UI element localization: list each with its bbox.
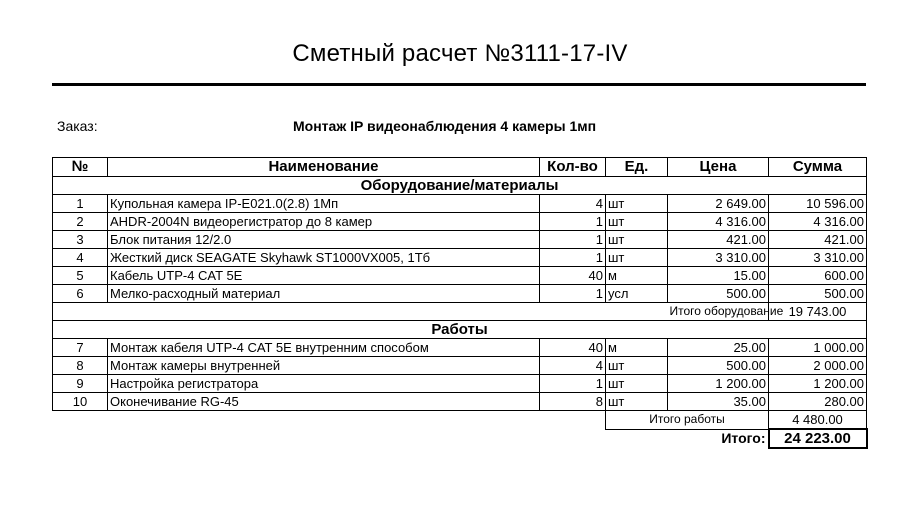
cell-name: Кабель UTP-4 CAT 5E: [108, 267, 540, 285]
cell-name: Мелко-расходный материал: [108, 285, 540, 303]
cell-unit: усл: [606, 285, 668, 303]
cell-unit: шт: [606, 357, 668, 375]
cell-qty: 4: [540, 195, 606, 213]
cell-num: 6: [53, 285, 108, 303]
cell-price: 500.00: [668, 285, 769, 303]
table-row: [53, 213, 867, 231]
cell-qty: 4: [540, 357, 606, 375]
table-header-row: [53, 158, 867, 177]
cell-sum: 1 000.00: [769, 339, 867, 357]
section-works-label: Работы: [53, 321, 867, 339]
header-qty: Кол-во: [540, 158, 606, 177]
cell-qty: 1: [540, 375, 606, 393]
cell-price: 15.00: [668, 267, 769, 285]
equipment-subtotal-row: [53, 303, 867, 321]
table-row: [53, 195, 867, 213]
works-subtotal-label: Итого работы: [606, 411, 769, 430]
table-row: [53, 231, 867, 249]
cell-name: Монтаж камеры внутренней: [108, 357, 540, 375]
grand-total-value: 24 223.00: [769, 429, 867, 448]
cell-sum: 1 200.00: [769, 375, 867, 393]
section-equipment-label: Оборудование/материалы: [53, 177, 867, 195]
cell-num: 1: [53, 195, 108, 213]
cell-price: 25.00: [668, 339, 769, 357]
cell-unit: шт: [606, 249, 668, 267]
cell-name: Блок питания 12/2.0: [108, 231, 540, 249]
works-subtotal-row: [53, 411, 867, 430]
cell-price: 4 316.00: [668, 213, 769, 231]
grand-total-row: [53, 429, 867, 448]
header-name: Наименование: [108, 158, 540, 177]
cell-sum: 2 000.00: [769, 357, 867, 375]
equipment-subtotal-label: Итого оборудование: [668, 303, 769, 321]
table-row: [53, 357, 867, 375]
cell-qty: 1: [540, 285, 606, 303]
cell-num: 2: [53, 213, 108, 231]
cell-unit: шт: [606, 375, 668, 393]
header-price: Цена: [668, 158, 769, 177]
header-unit: Ед.: [606, 158, 668, 177]
table-row: [53, 267, 867, 285]
cell-qty: 40: [540, 339, 606, 357]
grand-total-label: Итого:: [721, 430, 766, 447]
cell-name: Настройка регистратора: [108, 375, 540, 393]
cell-unit: шт: [606, 213, 668, 231]
cell-sum: 500.00: [769, 285, 867, 303]
cell-unit: шт: [606, 393, 668, 411]
cell-sum: 600.00: [769, 267, 867, 285]
cell-sum: 10 596.00: [769, 195, 867, 213]
cell-price: 3 310.00: [668, 249, 769, 267]
cell-name: Оконечивание RG-45: [108, 393, 540, 411]
cell-sum: 421.00: [769, 231, 867, 249]
cell-num: 8: [53, 357, 108, 375]
cell-num: 3: [53, 231, 108, 249]
subtotal-spacer: [53, 411, 606, 430]
header-num: №: [53, 158, 108, 177]
cell-sum: 3 310.00: [769, 249, 867, 267]
cell-sum: 280.00: [769, 393, 867, 411]
order-value: Монтаж IP видеонаблюдения 4 камеры 1мп: [293, 118, 597, 134]
order-label: Заказ:: [57, 118, 98, 134]
cell-qty: 8: [540, 393, 606, 411]
cell-unit: шт: [606, 231, 668, 249]
cell-price: 1 200.00: [668, 375, 769, 393]
section-works: [53, 321, 867, 339]
cell-name: Купольная камера IP-E021.0(2.8) 1Мп: [108, 195, 540, 213]
title-divider: [52, 83, 866, 86]
cell-qty: 1: [540, 249, 606, 267]
cell-num: 9: [53, 375, 108, 393]
document-title: Сметный расчет №3111-17-IV: [292, 40, 628, 67]
table-row: [53, 339, 867, 357]
header-sum: Сумма: [769, 158, 867, 177]
cell-qty: 40: [540, 267, 606, 285]
table-row: [53, 393, 867, 411]
cell-price: 35.00: [668, 393, 769, 411]
table-row: [53, 249, 867, 267]
cell-unit: м: [606, 267, 668, 285]
section-equipment: [53, 177, 867, 195]
cell-num: 10: [53, 393, 108, 411]
cell-name: AHDR-2004N видеорегистратор до 8 камер: [108, 213, 540, 231]
estimate-table: [52, 157, 868, 449]
cell-name: Жесткий диск SEAGATE Skyhawk ST1000VX005, 1Тб: [108, 249, 540, 267]
table-row: [53, 285, 867, 303]
cell-qty: 1: [540, 231, 606, 249]
equipment-subtotal-value: 19 743.00: [769, 303, 867, 321]
cell-unit: м: [606, 339, 668, 357]
cell-unit: шт: [606, 195, 668, 213]
works-subtotal-value: 4 480.00: [769, 411, 867, 430]
cell-num: 7: [53, 339, 108, 357]
cell-name: Монтаж кабеля UTP-4 CAT 5E внутренним способом: [108, 339, 540, 357]
cell-price: 500.00: [668, 357, 769, 375]
cell-num: 4: [53, 249, 108, 267]
cell-qty: 1: [540, 213, 606, 231]
cell-price: 421.00: [668, 231, 769, 249]
table-row: [53, 375, 867, 393]
cell-num: 5: [53, 267, 108, 285]
subtotal-spacer: [53, 303, 668, 321]
cell-sum: 4 316.00: [769, 213, 867, 231]
cell-price: 2 649.00: [668, 195, 769, 213]
